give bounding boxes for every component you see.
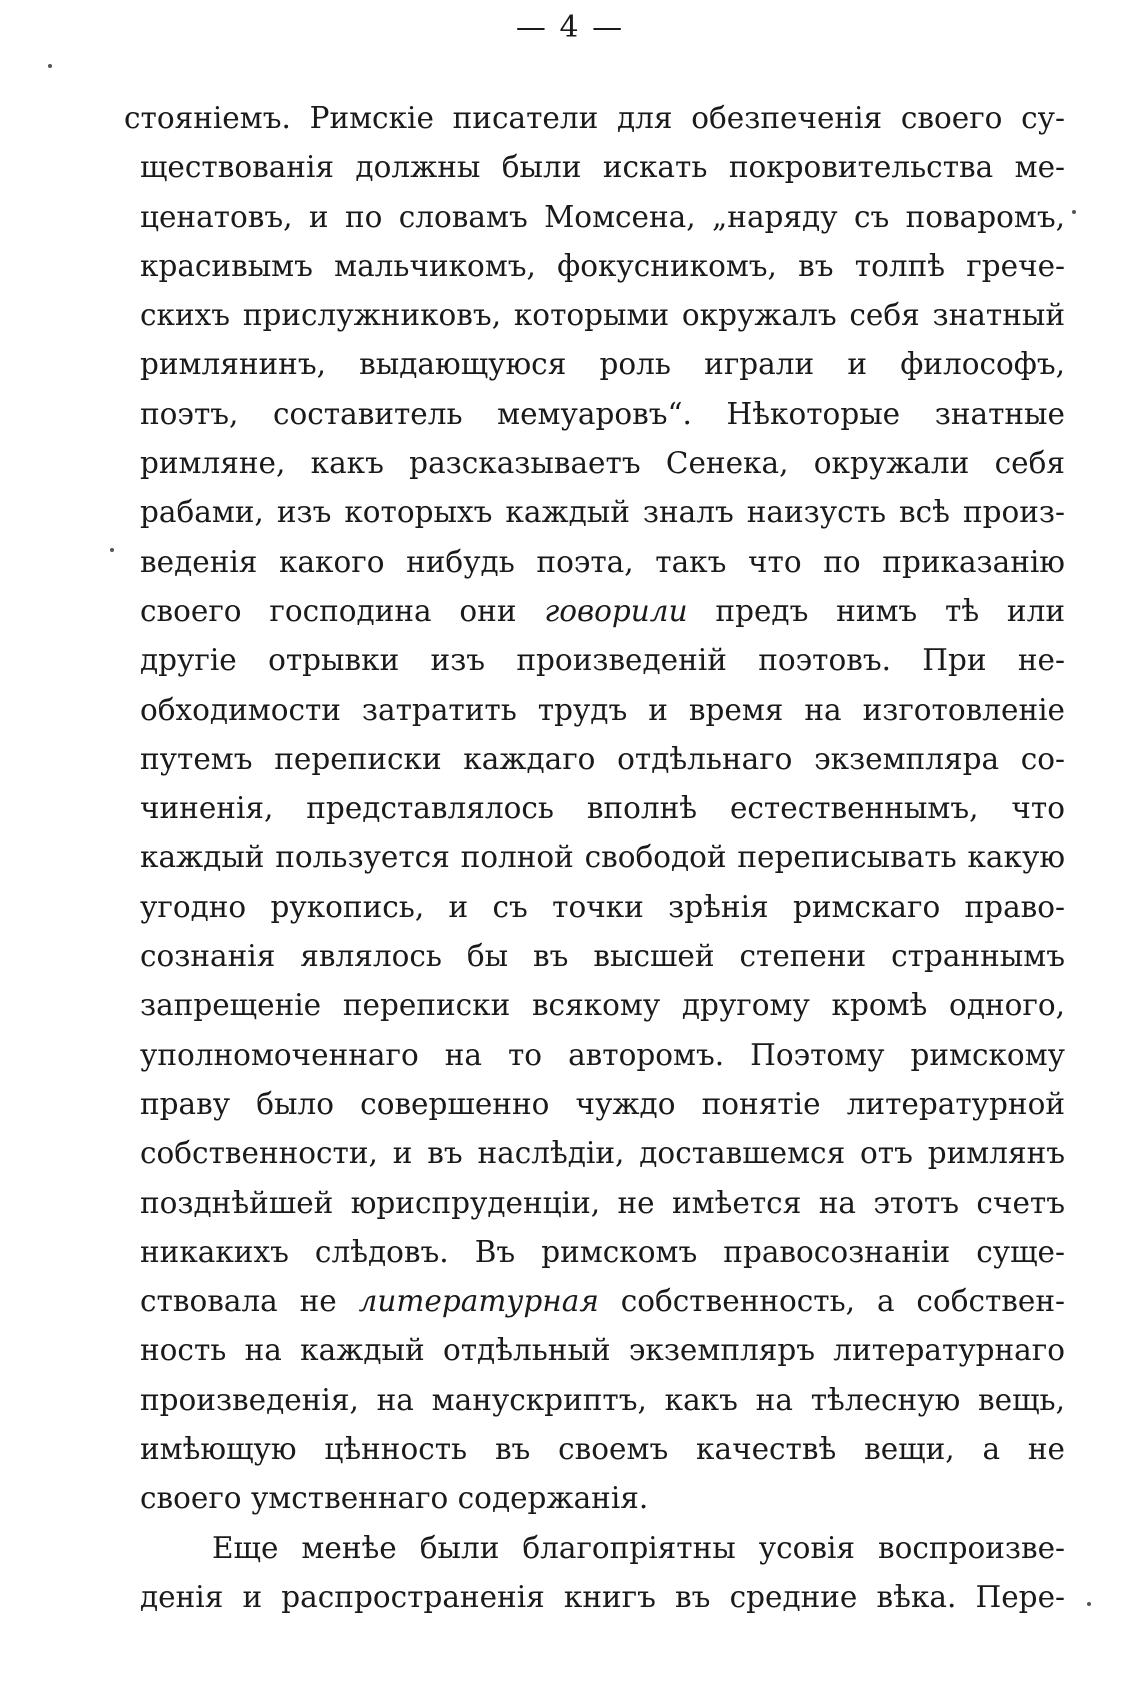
paragraph-1 (124, 94, 1066, 1524)
text-line (140, 1277, 1065, 1326)
paper-speck (48, 64, 52, 68)
text-line: поэтъ, составитель мемуаровъ“. Нѣкоторые знатные (140, 396, 1065, 431)
body-text (124, 94, 1066, 1622)
text-line: праву было совершенно чуждо понятiе литературной (140, 1086, 1065, 1121)
text-run: своего господина они (140, 593, 545, 628)
text-line: красивымъ мальчикомъ, фокусникомъ, въ толпѣ грече- (140, 248, 1065, 283)
text-line: ность на каждый отдѣльный экземпляръ литературнаго (140, 1333, 1065, 1368)
text-line: сознанiя являлось бы въ высшей степени страннымъ (140, 939, 1065, 974)
text-line: римляне, какъ разсказываетъ Сенека, окружали себя (140, 446, 1065, 481)
text-line: скихъ прислужниковъ, которыми окружалъ себя знатный (140, 298, 1065, 333)
text-line: путемъ переписки каждаго отдѣльнаго экземпляра со- (140, 741, 1065, 776)
text-line: имѣющую цѣнность въ своемъ качествѣ вещи, а не (140, 1432, 1065, 1467)
text-line: денiя и распространенiя книгъ въ средние вѣка. Пере- (140, 1579, 1065, 1614)
paper-speck (1072, 210, 1076, 214)
paper-speck (1087, 1602, 1091, 1606)
page-number: — 4 — (515, 10, 625, 45)
text-line: римлянинъ, выдающуюся роль играли и философъ, (140, 347, 1065, 382)
text-line: своего умственнаго содержанiя. (140, 1481, 649, 1516)
text-run: собственность, а собствен- (598, 1284, 1066, 1319)
text-line: стоянiемъ. Римскiе писатели для обезпеченiя своего су- (124, 101, 1065, 135)
text-line: веденiя какого нибудь поэта, такъ что по приказанiю (140, 544, 1065, 579)
paper-speck (110, 548, 114, 552)
text-line: запрещенiе переписки всякому другому кромѣ одного, (140, 988, 1065, 1023)
text-line: произведенiя, на манускриптъ, какъ на тѣлесную вещь, (140, 1382, 1065, 1417)
text-line: никакихъ слѣдовъ. Въ римскомъ правосознанiи суще- (140, 1234, 1065, 1269)
text-line: собственности, и въ наслѣдiи, доставшемся отъ римлянъ (140, 1136, 1065, 1171)
text-line: уполномоченнаго на то авторомъ. Поэтому римскому (140, 1037, 1065, 1072)
text-line: рабами, изъ которыхъ каждый зналъ наизусть всѣ произ- (140, 495, 1065, 530)
italic-word: говорили (544, 593, 688, 628)
text-line: ценатовъ, и по словамъ Момсена, „наряду съ поваромъ, (140, 199, 1065, 234)
text-line: другiе отрывки изъ произведенiй поэтовъ. При не- (140, 643, 1065, 678)
text-line: Еще менѣе были благопрiятны усовiя воспроизве- (212, 1530, 1065, 1565)
text-line: ществованiя должны были искать покровительства ме- (140, 150, 1065, 185)
text-line (140, 587, 1065, 636)
text-line: угодно рукопись, и съ точки зрѣнiя римскаго право- (140, 889, 1065, 924)
text-line: позднѣйшей юриспруденцiи, не имѣется на этотъ счетъ (140, 1185, 1065, 1220)
text-run: предъ нимъ тѣ или (687, 593, 1065, 628)
text-line: чиненiя, представлялось вполнѣ естественнымъ, что (140, 791, 1065, 826)
italic-word: литературная (358, 1284, 599, 1319)
text-line: каждый пользуется полной свободой переписывать какую (140, 840, 1065, 875)
text-run: ствовала не (140, 1284, 359, 1319)
text-line: обходимости затратить трудъ и время на изготовленiе (140, 692, 1065, 727)
paragraph-2 (140, 1524, 1065, 1623)
